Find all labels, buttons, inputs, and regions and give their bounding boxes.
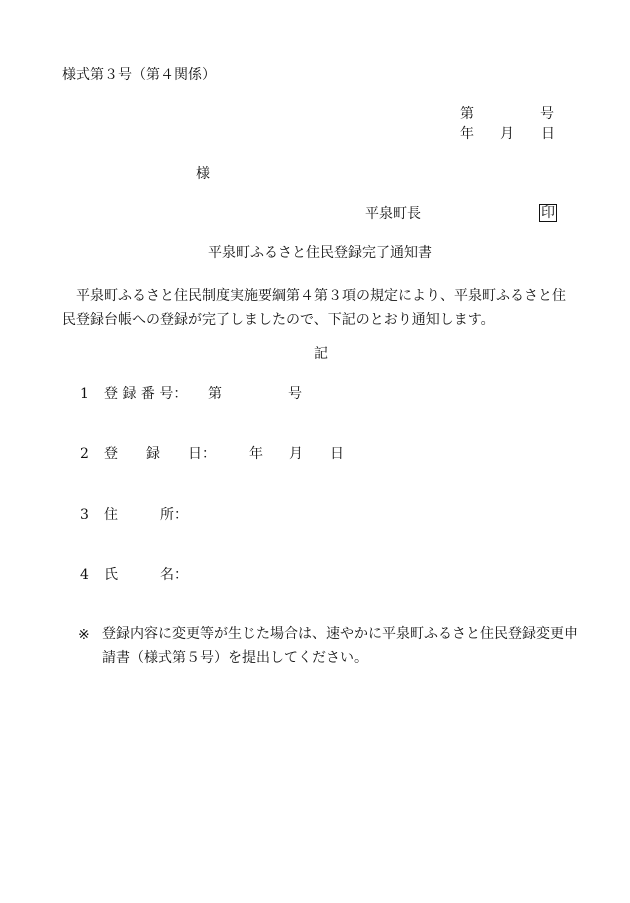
item-label-address: 住 所： <box>104 507 188 523</box>
registration-day-label: 日 <box>330 446 344 462</box>
item-number: 4 <box>80 567 89 583</box>
registration-month-label: 月 <box>289 446 303 462</box>
date-year-label: 年 <box>460 126 474 142</box>
item-number: 1 <box>80 386 89 402</box>
seal-mark: 印 <box>541 205 555 221</box>
registration-number-prefix: 第 <box>208 386 222 402</box>
ki-heading: 記 <box>314 346 328 362</box>
item-number: 3 <box>80 507 89 523</box>
registration-year-label: 年 <box>249 446 263 462</box>
item-label-registration-date: 登 録 日： <box>104 446 216 462</box>
date-day-label: 日 <box>541 126 555 142</box>
item-label-name: 氏 名： <box>104 567 188 583</box>
note-mark: ※ <box>78 627 90 643</box>
doc-number-suffix: 号 <box>540 106 554 122</box>
form-number: 様式第３号（第４関係） <box>62 67 216 83</box>
note-text: 登録内容に変更等が生じた場合は、速やかに平泉町ふるさと住民登録変更申請書（様式第５号）を提出してください。 <box>102 626 578 666</box>
item-label-registration-number: 登 録 番 号： <box>104 386 188 402</box>
doc-number-prefix: 第 <box>460 106 474 122</box>
registration-number-suffix: 号 <box>288 386 302 402</box>
addressee-suffix: 様 <box>196 166 210 182</box>
document-title: 平泉町ふるさと住民登録完了通知書 <box>208 245 432 261</box>
item-number: 2 <box>80 446 89 462</box>
date-month-label: 月 <box>500 126 514 142</box>
body-paragraph: 平泉町ふるさと住民制度実施要綱第４第３項の規定により、平泉町ふるさと住民登録台帳への登録が完了しましたので、下記のとおり通知します。 <box>62 288 566 328</box>
issuer-title: 平泉町長 <box>365 206 421 222</box>
